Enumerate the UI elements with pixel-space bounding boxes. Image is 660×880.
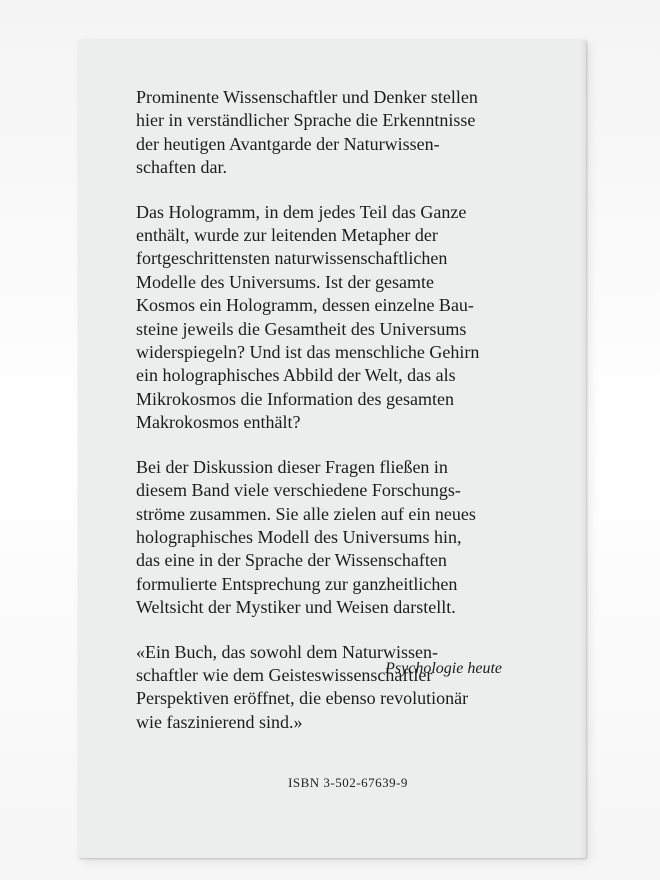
text-line: enthält, wurde zur leitenden Metapher der [136,225,438,246]
text-line: Das Hologramm, in dem jedes Teil das Ganze [136,201,467,222]
text-line: Prominente Wissenschaftler und Denker stellen [136,87,478,107]
cover-edge-shadow [580,40,586,858]
text-line: schaften dar. [136,157,227,178]
text-line: Bei der Diskussion dieser Fragen fließen in [136,456,448,477]
text-line: «Ein Buch, das sowohl dem Naturwissen- [136,641,438,662]
text-line: fortgeschrittensten naturwissenschaftlichen [136,248,448,269]
text-line: Modelle des Universums. Ist der gesamte [136,271,434,292]
text-line: ein holographisches Abbild der Welt, das als [136,365,456,386]
text-line: widerspiegeln? Und ist das menschliche Gehirn [136,342,480,363]
text-line: schaftler wie dem Geisteswissenschaftler [136,664,433,685]
book-back-cover [78,40,586,858]
text-line: formulierte Entsprechung zur ganzheitlichen [136,573,458,594]
text-line: Weltsicht der Mystiker und Weisen darstellt. [136,597,456,618]
text-line: ströme zusammen. Sie alle zielen auf ein neues [136,503,476,524]
review-quote [136,641,568,735]
text-line: Makrokosmos enthält? [136,412,301,433]
text-line: steine jeweils die Gesamtheit des Universums [136,318,467,339]
text-line: holographisches Modell des Universums hin, [136,526,462,547]
text-line: Perspektiven eröffnet, die ebenso revolutionär [136,688,469,709]
paragraph-discussion [136,456,568,620]
paragraph-intro [136,86,568,180]
isbn-number: ISBN 3-502-67639-9 [288,775,408,790]
paragraph-hologram [136,201,568,435]
blurb-text [136,86,568,755]
text-line: hier in verständlicher Sprache die Erkenntnisse [136,110,476,131]
text-line: der heutigen Avantgarde der Naturwissen- [136,133,440,154]
text-line: diesem Band viele verschiedene Forschungs- [136,480,461,501]
text-line: wie faszinierend sind.» [136,711,303,732]
quote-source: Psychologie heute [385,660,502,677]
text-line: Kosmos ein Hologramm, dessen einzelne Bau- [136,295,474,316]
text-line: das eine in der Sprache der Wissenschaften [136,550,447,571]
text-line: Mikrokosmos die Information des gesamten [136,388,454,409]
